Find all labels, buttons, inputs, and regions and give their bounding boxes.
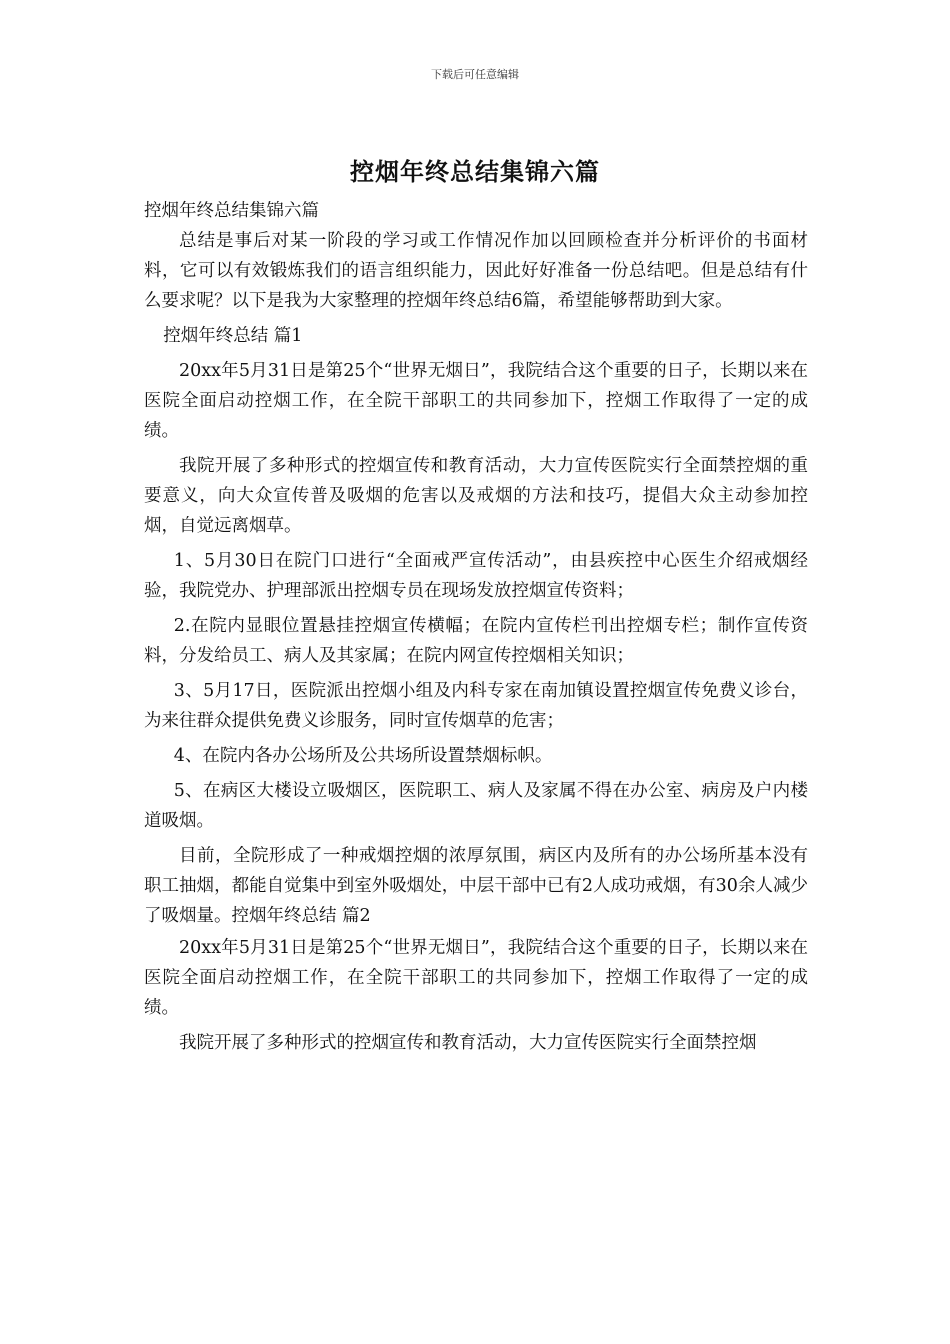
section-2-paragraph-1: 20xx年5月31日是第25个“世界无烟日”，我院结合这个重要的日子，长期以来在医院全面启动控烟工作，在全院干部职工的共同参加下，控烟工作取得了一定的成绩。 <box>144 938 808 1018</box>
section-1-item-2: 2.在院内显眼位置悬挂控烟宣传横幅；在院内宣传栏刊出控烟专栏；制作宣传资料，分发给员工、病人及其家属；在院内网宣传控烟相关知识； <box>144 616 808 666</box>
section-2-paragraph-2: 我院开展了多种形式的控烟宣传和教育活动，大力宣传医院实行全面禁控烟 <box>179 1033 757 1053</box>
document-body <box>144 196 808 1058</box>
section-1-item-4: 4、在院内各办公场所及公共场所设置禁烟标帜。 <box>173 746 553 766</box>
section-1-item-5: 5、在病区大楼设立吸烟区，医院职工、病人及家属不得在办公室、病房及户内楼道吸烟。 <box>144 781 808 831</box>
section-1-paragraph-2: 我院开展了多种形式的控烟宣传和教育活动，大力宣传医院实行全面禁控烟的重要意义，向大众宣传普及吸烟的危害以及戒烟的方法和技巧，提倡大众主动参加控烟，自觉远离烟草。 <box>144 456 808 536</box>
document-subtitle: 控烟年终总结集锦六篇 <box>144 201 319 221</box>
intro-paragraph: 总结是事后对某一阶段的学习或工作情况作加以回顾检查并分析评价的书面材料，它可以有效锻炼我们的语言组织能力，因此好好准备一份总结吧。但是总结有什么要求呢？以下是我为大家整理的控烟年终总结6篇，希望能够帮助到大家。 <box>144 231 808 311</box>
section-1-paragraph-1: 20xx年5月31日是第25个“世界无烟日”，我院结合这个重要的日子，长期以来在医院全面启动控烟工作，在全院干部职工的共同参加下，控烟工作取得了一定的成绩。 <box>144 361 808 441</box>
section-1-paragraph-3: 目前，全院形成了一种戒烟控烟的浓厚氛围，病区内及所有的办公场所基本没有职工抽烟，都能自觉集中到室外吸烟处，中层干部中已有2人成功戒烟，有30余人减少了吸烟量。控烟年终总结 篇2 <box>144 846 808 926</box>
header-note: 下载后可任意编辑 <box>431 68 519 81</box>
section-1-item-1: 1、5月30日在院门口进行“全面戒严宣传活动”，由县疾控中心医生介绍戒烟经验，我院党办、护理部派出控烟专员在现场发放控烟宣传资料； <box>144 551 808 601</box>
section-1-item-3: 3、5月17日，医院派出控烟小组及内科专家在南加镇设置控烟宣传免费义诊台，为来往群众提供免费义诊服务，同时宣传烟草的危害； <box>144 681 808 731</box>
document-title: 控烟年终总结集锦六篇 <box>350 157 600 186</box>
section-1-heading: 控烟年终总结 篇1 <box>163 326 303 346</box>
